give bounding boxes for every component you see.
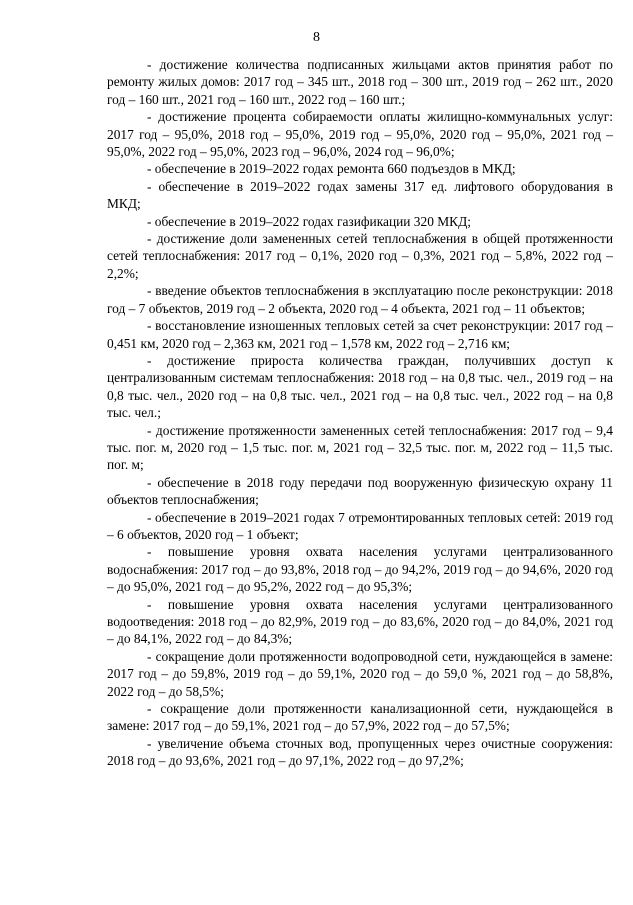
list-item: - достижение доли замененных сетей теплоснабжения в общей протяженности сетей теплоснабжения: 2017 год – 0,1%, 2020 год – 0,3%, 2021 год – 5,8%, 2022 год – 2,2%; xyxy=(107,231,613,281)
page-number: 8 xyxy=(313,30,320,45)
list-item: - достижение протяженности замененных сетей теплоснабжения: 2017 год – 9,4 тыс. пог. м, 2020 год – 1,5 тыс. пог. м, 2021 год – 32,5 тыс. пог. м, 2022 год – 11,5 тыс. пог. м; xyxy=(107,422,613,473)
list-item: - обеспечение в 2019–2022 годах ремонта 660 подъездов в МКД; xyxy=(147,161,516,177)
list-item: - введение объектов теплоснабжения в эксплуатацию после реконструкции: 2018 год – 7 объектов, 2019 год – 2 объекта, 2020 год – 4 объекта, 2021 год – 11 объектов; xyxy=(107,283,613,316)
list-item: - сокращение доли протяженности канализационной сети, нуждающейся в замене: 2017 год – до 59,1%, 2021 год – до 57,9%, 2022 год – до 57,5%; xyxy=(107,701,613,734)
list-item: - обеспечение в 2019–2021 годах 7 отремонтированных тепловых сетей: 2019 год – 6 объектов, 2020 год – 1 объект; xyxy=(107,509,613,542)
list-item: - восстановление изношенных тепловых сетей за счет реконструкции: 2017 год – 0,451 км, 2020 год – 2,363 км, 2021 год – 1,578 км, 2022 год – 2,716 км; xyxy=(107,318,613,351)
list-item: - достижение прироста количества граждан, получивших доступ к централизованным системам теплоснабжения: 2018 год – на 0,8 тыс. чел., 2019 год – на 0,8 тыс. чел., 2020 год – на 0,8 тыс. чел., 2021 год – на 0,8 тыс. чел., 2022 год – на 0,8 тыс. чел.; xyxy=(107,352,613,421)
list-item: - обеспечение в 2018 году передачи под вооруженную физическую охрану 11 объектов теплоснабжения; xyxy=(107,474,613,508)
list-item: - достижение количества подписанных жильцами актов принятия работ по ремонту жилых домов: 2017 год – 345 шт., 2018 год – 300 шт., 2019 год – 262 шт., 2020 год – 160 шт., 2021 год – 160 шт., 2022 год – 160 шт.; xyxy=(107,57,613,107)
list-item: - обеспечение в 2019–2022 годах замены 317 ед. лифтового оборудования в МКД; xyxy=(107,178,613,212)
list-item: - сокращение доли протяженности водопроводной сети, нуждающейся в замене: 2017 год – до 59,8%, 2019 год – до 59,1%, 2020 год – до 59,0 %, 2021 год – до 58,8%, 2022 год – до 58,5%; xyxy=(107,648,613,699)
list-item: - достижение процента собираемости оплаты жилищно-коммунальных услуг: 2017 год – 95,0%, 2018 год – 95,0%, 2019 год – 95,0%, 2020 год – 95,0%, 2021 год – 95,0%, 2022 год – 95,0%, 2023 год – 96,0%, 2024 год – 96,0%; xyxy=(107,109,613,160)
document-body xyxy=(107,56,613,770)
list-item: - обеспечение в 2019–2022 годах газификации 320 МКД; xyxy=(147,213,471,229)
list-item: - увеличение объема сточных вод, пропущенных через очистные сооружения: 2018 год – до 93,6%, 2021 год – до 97,1%, 2022 год – до 97,2%; xyxy=(107,735,613,769)
list-item: - повышение уровня охвата населения услугами централизованного водоснабжения: 2017 год – до 93,8%, 2018 год – до 94,2%, 2019 год – до 94,6%, 2020 год – до 95,0%, 2021 год – до 95,2%, 2022 год – до 95,3%; xyxy=(107,544,613,595)
list-item: - повышение уровня охвата населения услугами централизованного водоотведения: 2018 год – до 82,9%, 2019 год – до 83,6%, 2020 год – до 84,0%, 2021 год – до 84,1%, 2022 год – до 84,3%; xyxy=(107,596,613,647)
